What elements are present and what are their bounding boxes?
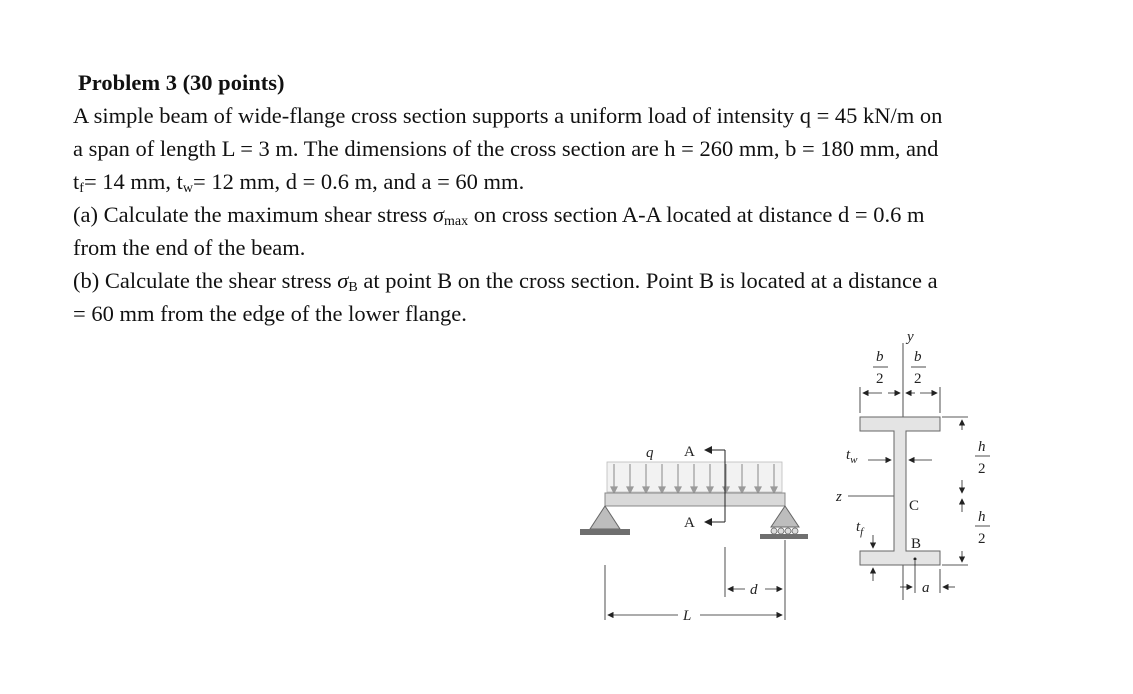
part-a-text-2: on cross section A-A located at distance d = 0.6 m: [468, 202, 925, 227]
tw-subscript: w: [182, 181, 194, 196]
h-half-top-num: h: [978, 439, 986, 455]
tf-symbol: t: [73, 169, 80, 194]
point-B-label: B: [911, 536, 922, 552]
h-half-bottom-den: 2: [978, 531, 986, 547]
tf-label: $t_f$: [856, 519, 864, 538]
beam-diagram: [580, 444, 808, 624]
problem-line-3: [73, 165, 1073, 198]
sigma-symbol: σ: [432, 202, 444, 227]
h-half-bottom-num: h: [978, 509, 986, 525]
centroid-label: C: [909, 498, 920, 514]
part-b-line-2: = 60 mm from the edge of the lower flange.: [73, 301, 467, 326]
part-a-line-1: [73, 198, 1073, 231]
d-label: d: [750, 582, 758, 598]
tf-subscript: f: [79, 181, 84, 196]
problem-line-3-a: = 14 mm, t: [83, 169, 183, 194]
ground-right: [760, 534, 808, 539]
b-half-right-num: b: [914, 349, 922, 365]
part-b-text-2: at point B on the cross section. Point B is located at a distance a: [357, 268, 938, 293]
cross-section: [835, 329, 990, 600]
tw-label: $t_w$: [846, 447, 858, 466]
problem-line-3-b: = 12 mm, d = 0.6 m, and a = 60 mm.: [193, 169, 525, 194]
L-label: L: [683, 608, 692, 624]
problem-text: [73, 66, 1073, 330]
a-label: a: [922, 580, 930, 596]
part-a-line-2: from the end of the beam.: [73, 235, 306, 260]
part-b-text-1: (b) Calculate the shear stress: [73, 268, 338, 293]
beam-figure: [570, 325, 1000, 625]
rollers: [771, 528, 798, 534]
problem-title: Problem 3 (30 points): [78, 70, 285, 95]
b-half-left-num: b: [876, 349, 884, 365]
h-half-top-den: 2: [978, 461, 986, 477]
part-a-text-1: (a) Calculate the maximum shear stress: [73, 202, 433, 227]
sigma-b-subscript: B: [348, 280, 358, 295]
z-label: z: [836, 489, 842, 505]
section-label-top: A: [684, 444, 695, 460]
roller-support: [771, 506, 799, 527]
sigma-max-subscript: max: [444, 214, 469, 229]
ground-left: [580, 529, 630, 535]
part-b-line-1: [73, 264, 1073, 297]
problem-line-1: A simple beam of wide-flange cross section supports a uniform load of intensity q = 45 kN/m on: [73, 103, 943, 128]
b-half-right-den: 2: [914, 371, 922, 387]
wide-flange-section: [860, 417, 940, 565]
beam: [605, 493, 785, 506]
pin-support: [590, 506, 620, 529]
section-label-bottom: A: [684, 515, 695, 531]
y-label: y: [907, 329, 914, 345]
problem-line-2: a span of length L = 3 m. The dimensions of the cross section are h = 260 mm, b = 180 mm, and: [73, 136, 939, 161]
b-half-left-den: 2: [876, 371, 884, 387]
load-label: q: [646, 445, 654, 461]
sigma-symbol: σ: [337, 268, 349, 293]
point-B-marker: [914, 558, 917, 561]
